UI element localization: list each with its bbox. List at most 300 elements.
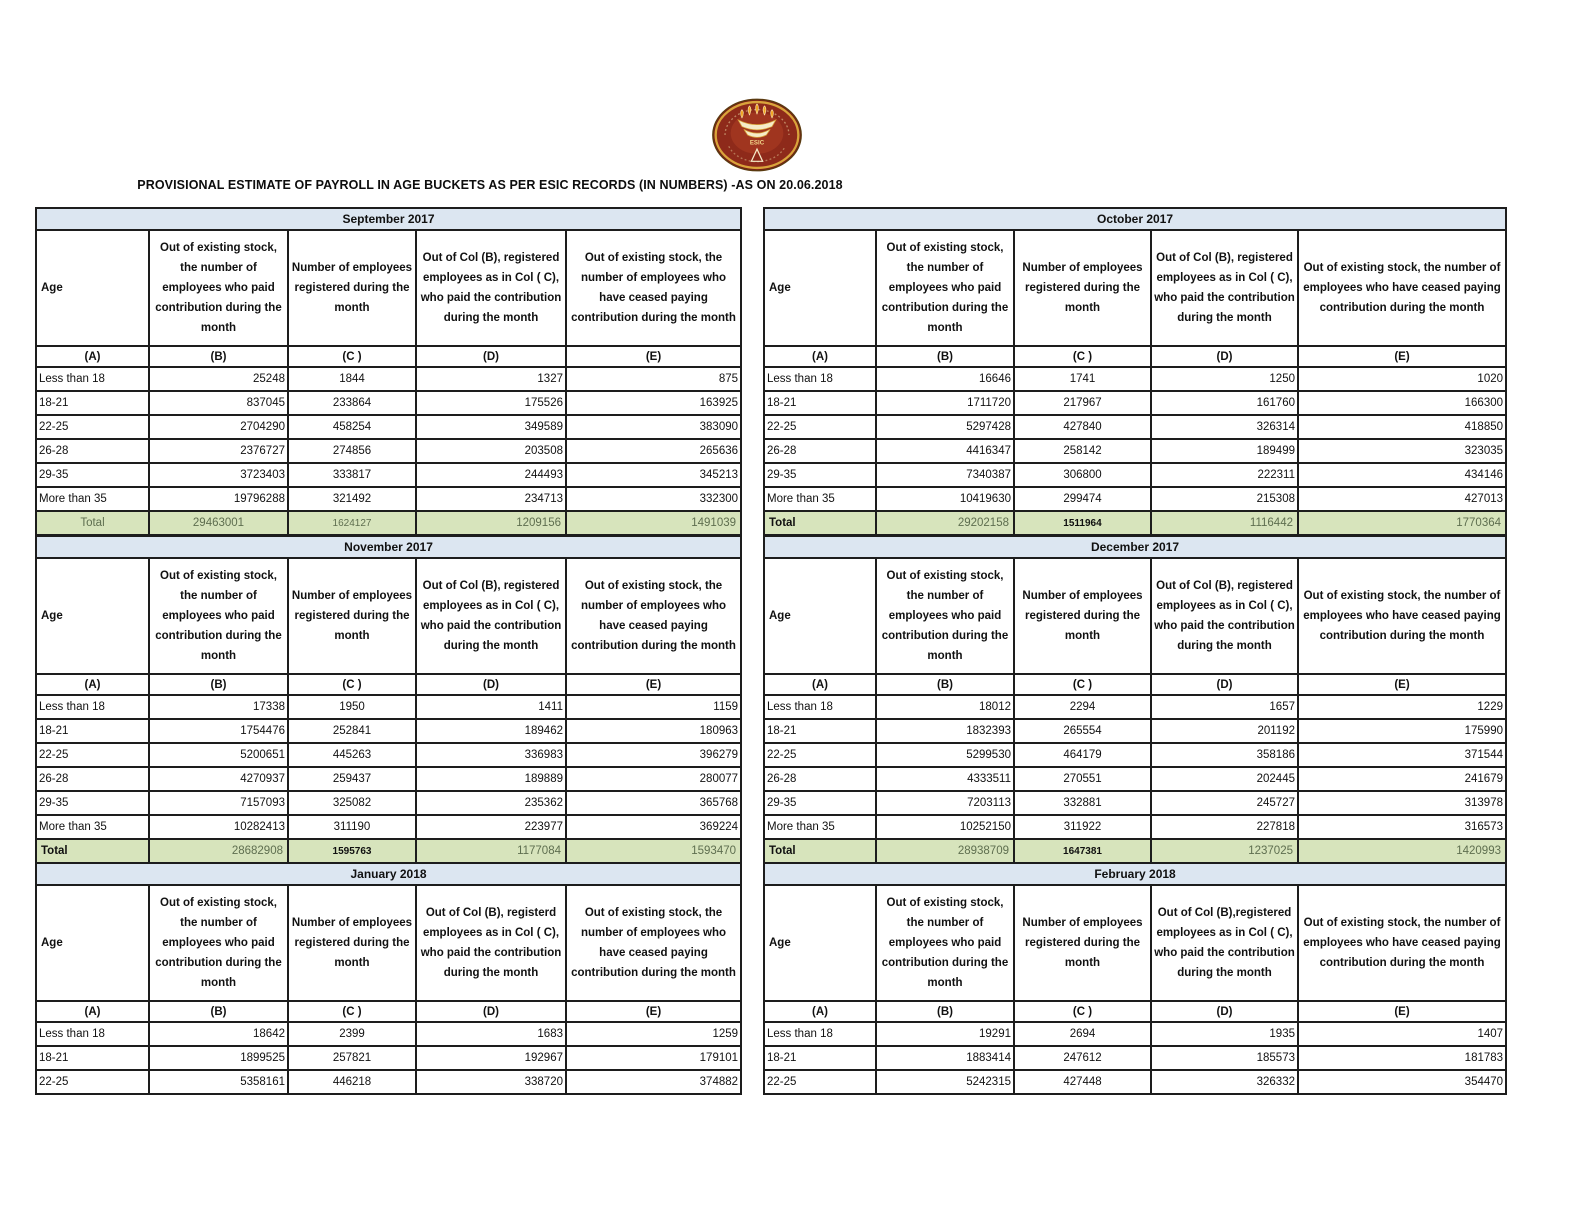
table-host	[763, 207, 1507, 536]
age-cell: 18-21	[764, 391, 876, 415]
table-row	[36, 415, 741, 439]
col-header-age: Age	[764, 230, 876, 346]
value-cell-c: 2399	[288, 1022, 416, 1046]
value-cell-b: 4333511	[876, 767, 1014, 791]
age-cell: 18-21	[764, 1046, 876, 1070]
svg-text:ESIC: ESIC	[749, 139, 765, 147]
month-header-row	[764, 536, 1506, 558]
col-letter-b: (B)	[876, 346, 1014, 367]
age-cell: More than 35	[36, 487, 149, 511]
total-cell-b: 29202158	[876, 511, 1014, 535]
table-december-2017	[763, 535, 1507, 864]
value-cell-d: 161760	[1151, 391, 1298, 415]
age-cell: 22-25	[764, 415, 876, 439]
total-cell-e: 1420993	[1298, 839, 1506, 863]
col-letter-d: (D)	[416, 674, 566, 695]
col-letter-a: (A)	[36, 346, 149, 367]
value-cell-b: 19291	[876, 1022, 1014, 1046]
value-cell-e: 166300	[1298, 391, 1506, 415]
value-cell-c: 1741	[1014, 367, 1151, 391]
total-label: Total	[764, 511, 876, 535]
value-cell-e: 365768	[566, 791, 741, 815]
column-header-row	[764, 230, 1506, 346]
age-cell: More than 35	[36, 815, 149, 839]
value-cell-e: 1159	[566, 695, 741, 719]
column-header-row	[764, 558, 1506, 674]
value-cell-d: 235362	[416, 791, 566, 815]
value-cell-d: 175526	[416, 391, 566, 415]
value-cell-c: 265554	[1014, 719, 1151, 743]
table-november-2017	[35, 535, 742, 864]
value-cell-b: 10252150	[876, 815, 1014, 839]
value-cell-e: 180963	[566, 719, 741, 743]
column-header-row	[36, 558, 741, 674]
col-letter-d: (D)	[1151, 674, 1298, 695]
value-cell-c: 217967	[1014, 391, 1151, 415]
age-cell: 22-25	[36, 415, 149, 439]
total-cell-d: 1177084	[416, 839, 566, 863]
col-letter-e: (E)	[566, 1001, 741, 1022]
column-header-row	[36, 885, 741, 1001]
col-letter-a: (A)	[764, 346, 876, 367]
value-cell-d: 185573	[1151, 1046, 1298, 1070]
value-cell-c: 2294	[1014, 695, 1151, 719]
value-cell-b: 19796288	[149, 487, 288, 511]
value-cell-d: 222311	[1151, 463, 1298, 487]
value-cell-e: 371544	[1298, 743, 1506, 767]
value-cell-d: 326314	[1151, 415, 1298, 439]
col-letter-c: (C )	[1014, 346, 1151, 367]
value-cell-c: 445263	[288, 743, 416, 767]
col-header-d: Out of Col (B), registered employees as in Col ( C), who paid the contribution during the month	[416, 230, 566, 346]
value-cell-d: 189499	[1151, 439, 1298, 463]
value-cell-e: 280077	[566, 767, 741, 791]
age-cell: Less than 18	[764, 1022, 876, 1046]
col-letter-d: (D)	[1151, 346, 1298, 367]
month-header-row	[36, 536, 741, 558]
table-row	[36, 463, 741, 487]
col-header-b: Out of existing stock, the number of employees who paid contribution during the month	[149, 558, 288, 674]
value-cell-e: 396279	[566, 743, 741, 767]
value-cell-d: 234713	[416, 487, 566, 511]
value-cell-b: 3723403	[149, 463, 288, 487]
column-letter-row	[36, 1001, 741, 1022]
col-header-d: Out of Col (B), registered employees as in Col ( C), who paid the contribution during the month	[416, 558, 566, 674]
value-cell-c: 446218	[288, 1070, 416, 1094]
month-title: October 2017	[764, 208, 1506, 230]
value-cell-d: 326332	[1151, 1070, 1298, 1094]
total-cell-e: 1593470	[566, 839, 741, 863]
column-letter-row	[764, 674, 1506, 695]
total-row	[764, 839, 1506, 863]
table-row	[36, 791, 741, 815]
col-header-age: Age	[764, 885, 876, 1001]
col-letter-a: (A)	[764, 1001, 876, 1022]
month-title: September 2017	[36, 208, 741, 230]
table-host	[35, 535, 742, 864]
table-row	[36, 815, 741, 839]
value-cell-c: 311190	[288, 815, 416, 839]
table-row	[36, 1022, 741, 1046]
table-row	[764, 695, 1506, 719]
value-cell-b: 16646	[876, 367, 1014, 391]
table-row	[36, 1046, 741, 1070]
total-cell-b: 29463001	[149, 511, 288, 535]
age-cell: 22-25	[36, 743, 149, 767]
month-header-row	[764, 208, 1506, 230]
age-cell: 22-25	[36, 1070, 149, 1094]
value-cell-b: 7340387	[876, 463, 1014, 487]
column-header-row	[36, 230, 741, 346]
table-host	[763, 535, 1507, 864]
value-cell-b: 7157093	[149, 791, 288, 815]
col-header-age: Age	[36, 558, 149, 674]
total-cell-b: 28682908	[149, 839, 288, 863]
total-cell-d: 1209156	[416, 511, 566, 535]
value-cell-e: 316573	[1298, 815, 1506, 839]
value-cell-d: 358186	[1151, 743, 1298, 767]
column-letter-row	[36, 674, 741, 695]
column-letter-row	[36, 346, 741, 367]
table-row	[764, 391, 1506, 415]
column-letter-row	[764, 346, 1506, 367]
value-cell-d: 223977	[416, 815, 566, 839]
value-cell-e: 175990	[1298, 719, 1506, 743]
value-cell-e: 369224	[566, 815, 741, 839]
age-cell: 22-25	[764, 743, 876, 767]
col-header-b: Out of existing stock, the number of employees who paid contribution during the month	[876, 558, 1014, 674]
value-cell-c: 1844	[288, 367, 416, 391]
table-row	[764, 415, 1506, 439]
table-row	[764, 791, 1506, 815]
esic-logo	[710, 96, 804, 174]
age-cell: 29-35	[764, 791, 876, 815]
table-row	[764, 767, 1506, 791]
value-cell-b: 18012	[876, 695, 1014, 719]
total-cell-c: 1647381	[1014, 839, 1151, 863]
value-cell-b: 10419630	[876, 487, 1014, 511]
value-cell-b: 5242315	[876, 1070, 1014, 1094]
value-cell-c: 306800	[1014, 463, 1151, 487]
col-letter-e: (E)	[1298, 346, 1506, 367]
total-cell-b: 28938709	[876, 839, 1014, 863]
month-title: January 2018	[36, 863, 741, 885]
total-label: Total	[764, 839, 876, 863]
value-cell-d: 215308	[1151, 487, 1298, 511]
total-cell-e: 1770364	[1298, 511, 1506, 535]
col-letter-c: (C )	[1014, 1001, 1151, 1022]
col-header-age: Age	[764, 558, 876, 674]
table-host	[35, 207, 742, 536]
value-cell-b: 2376727	[149, 439, 288, 463]
value-cell-c: 325082	[288, 791, 416, 815]
col-header-e: Out of existing stock, the number of employees who have ceased paying contribution during the month	[1298, 885, 1506, 1001]
value-cell-c: 270551	[1014, 767, 1151, 791]
total-cell-c: 1624127	[288, 511, 416, 535]
value-cell-b: 7203113	[876, 791, 1014, 815]
value-cell-d: 1935	[1151, 1022, 1298, 1046]
age-cell: More than 35	[764, 487, 876, 511]
col-letter-c: (C )	[288, 346, 416, 367]
col-letter-b: (B)	[876, 674, 1014, 695]
table-row	[36, 719, 741, 743]
value-cell-e: 427013	[1298, 487, 1506, 511]
col-header-c: Number of employees registered during the month	[1014, 230, 1151, 346]
col-header-c: Number of employees registered during the month	[1014, 885, 1151, 1001]
table-row	[764, 1046, 1506, 1070]
table-row	[764, 719, 1506, 743]
value-cell-d: 244493	[416, 463, 566, 487]
value-cell-c: 427448	[1014, 1070, 1151, 1094]
age-cell: 22-25	[764, 1070, 876, 1094]
value-cell-d: 1683	[416, 1022, 566, 1046]
col-header-c: Number of employees registered during the month	[1014, 558, 1151, 674]
value-cell-d: 189889	[416, 767, 566, 791]
value-cell-e: 1229	[1298, 695, 1506, 719]
col-letter-d: (D)	[416, 1001, 566, 1022]
column-header-row	[764, 885, 1506, 1001]
value-cell-d: 192967	[416, 1046, 566, 1070]
value-cell-e: 875	[566, 367, 741, 391]
total-row	[764, 511, 1506, 535]
value-cell-d: 245727	[1151, 791, 1298, 815]
value-cell-d: 336983	[416, 743, 566, 767]
value-cell-b: 5299530	[876, 743, 1014, 767]
table-row	[36, 391, 741, 415]
value-cell-b: 1899525	[149, 1046, 288, 1070]
col-header-age: Age	[36, 230, 149, 346]
age-cell: 26-28	[764, 767, 876, 791]
total-label: Total	[36, 839, 149, 863]
total-cell-c: 1595763	[288, 839, 416, 863]
value-cell-b: 1832393	[876, 719, 1014, 743]
column-letter-row	[764, 1001, 1506, 1022]
value-cell-e: 1020	[1298, 367, 1506, 391]
table-row	[36, 487, 741, 511]
month-header-row	[36, 208, 741, 230]
value-cell-e: 1259	[566, 1022, 741, 1046]
value-cell-e: 418850	[1298, 415, 1506, 439]
age-cell: 29-35	[764, 463, 876, 487]
value-cell-c: 257821	[288, 1046, 416, 1070]
col-header-age: Age	[36, 885, 149, 1001]
col-header-d: Out of Col (B), registerd employees as in Col ( C), who paid the contribution during the month	[416, 885, 566, 1001]
value-cell-e: 434146	[1298, 463, 1506, 487]
value-cell-b: 17338	[149, 695, 288, 719]
value-cell-e: 1407	[1298, 1022, 1506, 1046]
col-header-d: Out of Col (B), registered employees as in Col ( C), who paid the contribution during the month	[1151, 230, 1298, 346]
col-letter-b: (B)	[149, 1001, 288, 1022]
col-letter-c: (C )	[288, 674, 416, 695]
col-letter-b: (B)	[876, 1001, 1014, 1022]
value-cell-e: 354470	[1298, 1070, 1506, 1094]
col-header-c: Number of employees registered during the month	[288, 558, 416, 674]
table-row	[764, 1070, 1506, 1094]
total-cell-d: 1237025	[1151, 839, 1298, 863]
col-letter-e: (E)	[566, 346, 741, 367]
month-title: December 2017	[764, 536, 1506, 558]
table-host	[35, 862, 742, 1095]
col-letter-a: (A)	[764, 674, 876, 695]
age-cell: 18-21	[764, 719, 876, 743]
table-january-2018	[35, 862, 742, 1095]
value-cell-e: 241679	[1298, 767, 1506, 791]
value-cell-d: 1657	[1151, 695, 1298, 719]
value-cell-c: 311922	[1014, 815, 1151, 839]
table-row	[764, 743, 1506, 767]
value-cell-d: 189462	[416, 719, 566, 743]
value-cell-b: 1754476	[149, 719, 288, 743]
total-cell-c: 1511964	[1014, 511, 1151, 535]
table-row	[36, 743, 741, 767]
col-header-e: Out of existing stock, the number of employees who have ceased paying contribution during the month	[566, 230, 741, 346]
value-cell-c: 252841	[288, 719, 416, 743]
value-cell-b: 25248	[149, 367, 288, 391]
value-cell-c: 259437	[288, 767, 416, 791]
col-header-b: Out of existing stock, the number of employees who paid contribution during the month	[876, 230, 1014, 346]
value-cell-c: 458254	[288, 415, 416, 439]
value-cell-c: 274856	[288, 439, 416, 463]
total-row	[36, 839, 741, 863]
value-cell-e: 179101	[566, 1046, 741, 1070]
value-cell-e: 383090	[566, 415, 741, 439]
col-header-c: Number of employees registered during the month	[288, 885, 416, 1001]
value-cell-d: 1411	[416, 695, 566, 719]
table-row	[764, 815, 1506, 839]
value-cell-c: 333817	[288, 463, 416, 487]
col-header-d: Out of Col (B),registered employees as in Col ( C), who paid the contribution during the month	[1151, 885, 1298, 1001]
value-cell-b: 837045	[149, 391, 288, 415]
value-cell-c: 464179	[1014, 743, 1151, 767]
age-cell: Less than 18	[764, 695, 876, 719]
value-cell-b: 4270937	[149, 767, 288, 791]
col-letter-b: (B)	[149, 674, 288, 695]
value-cell-d: 227818	[1151, 815, 1298, 839]
age-cell: 29-35	[36, 463, 149, 487]
age-cell: More than 35	[764, 815, 876, 839]
value-cell-b: 5297428	[876, 415, 1014, 439]
value-cell-b: 18642	[149, 1022, 288, 1046]
age-cell: 26-28	[36, 439, 149, 463]
value-cell-b: 4416347	[876, 439, 1014, 463]
col-header-d: Out of Col (B), registered employees as in Col ( C), who paid the contribution during the month	[1151, 558, 1298, 674]
value-cell-d: 1327	[416, 367, 566, 391]
value-cell-e: 265636	[566, 439, 741, 463]
value-cell-d: 203508	[416, 439, 566, 463]
table-row	[36, 767, 741, 791]
value-cell-e: 313978	[1298, 791, 1506, 815]
value-cell-d: 201192	[1151, 719, 1298, 743]
value-cell-c: 2694	[1014, 1022, 1151, 1046]
table-row	[764, 1022, 1506, 1046]
col-letter-d: (D)	[1151, 1001, 1298, 1022]
value-cell-c: 258142	[1014, 439, 1151, 463]
value-cell-e: 181783	[1298, 1046, 1506, 1070]
value-cell-d: 202445	[1151, 767, 1298, 791]
age-cell: 18-21	[36, 391, 149, 415]
table-row	[36, 1070, 741, 1094]
table-host	[763, 862, 1507, 1095]
total-label: Total	[36, 511, 149, 535]
col-letter-e: (E)	[566, 674, 741, 695]
value-cell-b: 2704290	[149, 415, 288, 439]
table-february-2018	[763, 862, 1507, 1095]
value-cell-b: 1711720	[876, 391, 1014, 415]
col-letter-a: (A)	[36, 1001, 149, 1022]
value-cell-b: 1883414	[876, 1046, 1014, 1070]
month-header-row	[764, 863, 1506, 885]
table-september-2017	[35, 207, 742, 536]
col-header-b: Out of existing stock, the number of employees who paid contribution during the month	[149, 230, 288, 346]
value-cell-c: 299474	[1014, 487, 1151, 511]
col-letter-b: (B)	[149, 346, 288, 367]
total-cell-d: 1116442	[1151, 511, 1298, 535]
age-cell: Less than 18	[36, 695, 149, 719]
age-cell: Less than 18	[36, 1022, 149, 1046]
table-row	[764, 487, 1506, 511]
value-cell-d: 1250	[1151, 367, 1298, 391]
value-cell-e: 374882	[566, 1070, 741, 1094]
col-header-e: Out of existing stock, the number of employees who have ceased paying contribution during the month	[1298, 230, 1506, 346]
value-cell-c: 427840	[1014, 415, 1151, 439]
value-cell-c: 321492	[288, 487, 416, 511]
page-title: PROVISIONAL ESTIMATE OF PAYROLL IN AGE BUCKETS AS PER ESIC RECORDS (IN NUMBERS) -AS ON 20.06.2018	[137, 178, 843, 192]
table-row	[36, 439, 741, 463]
age-cell: 18-21	[36, 1046, 149, 1070]
value-cell-b: 5358161	[149, 1070, 288, 1094]
table-row	[764, 439, 1506, 463]
value-cell-e: 345213	[566, 463, 741, 487]
col-letter-c: (C )	[1014, 674, 1151, 695]
col-header-e: Out of existing stock, the number of employees who have ceased paying contribution during the month	[566, 885, 741, 1001]
value-cell-c: 233864	[288, 391, 416, 415]
value-cell-c: 247612	[1014, 1046, 1151, 1070]
table-row	[36, 367, 741, 391]
col-header-b: Out of existing stock, the number of employees who paid contribution during the month	[876, 885, 1014, 1001]
value-cell-d: 349589	[416, 415, 566, 439]
col-letter-d: (D)	[416, 346, 566, 367]
table-row	[764, 367, 1506, 391]
value-cell-b: 10282413	[149, 815, 288, 839]
age-cell: 26-28	[36, 767, 149, 791]
value-cell-c: 1950	[288, 695, 416, 719]
col-header-e: Out of existing stock, the number of employees who have ceased paying contribution during the month	[1298, 558, 1506, 674]
age-cell: Less than 18	[36, 367, 149, 391]
value-cell-e: 323035	[1298, 439, 1506, 463]
age-cell: 18-21	[36, 719, 149, 743]
col-letter-c: (C )	[288, 1001, 416, 1022]
age-cell: 29-35	[36, 791, 149, 815]
col-letter-e: (E)	[1298, 674, 1506, 695]
total-cell-e: 1491039	[566, 511, 741, 535]
month-title: February 2018	[764, 863, 1506, 885]
value-cell-e: 332300	[566, 487, 741, 511]
value-cell-e: 163925	[566, 391, 741, 415]
col-letter-a: (A)	[36, 674, 149, 695]
age-cell: 26-28	[764, 439, 876, 463]
col-letter-e: (E)	[1298, 1001, 1506, 1022]
month-header-row	[36, 863, 741, 885]
value-cell-d: 338720	[416, 1070, 566, 1094]
value-cell-b: 5200651	[149, 743, 288, 767]
age-cell: Less than 18	[764, 367, 876, 391]
col-header-b: Out of existing stock, the number of employees who paid contribution during the month	[149, 885, 288, 1001]
table-row	[36, 695, 741, 719]
col-header-c: Number of employees registered during the month	[288, 230, 416, 346]
value-cell-c: 332881	[1014, 791, 1151, 815]
col-header-e: Out of existing stock, the number of employees who have ceased paying contribution during the month	[566, 558, 741, 674]
total-row	[36, 511, 741, 535]
